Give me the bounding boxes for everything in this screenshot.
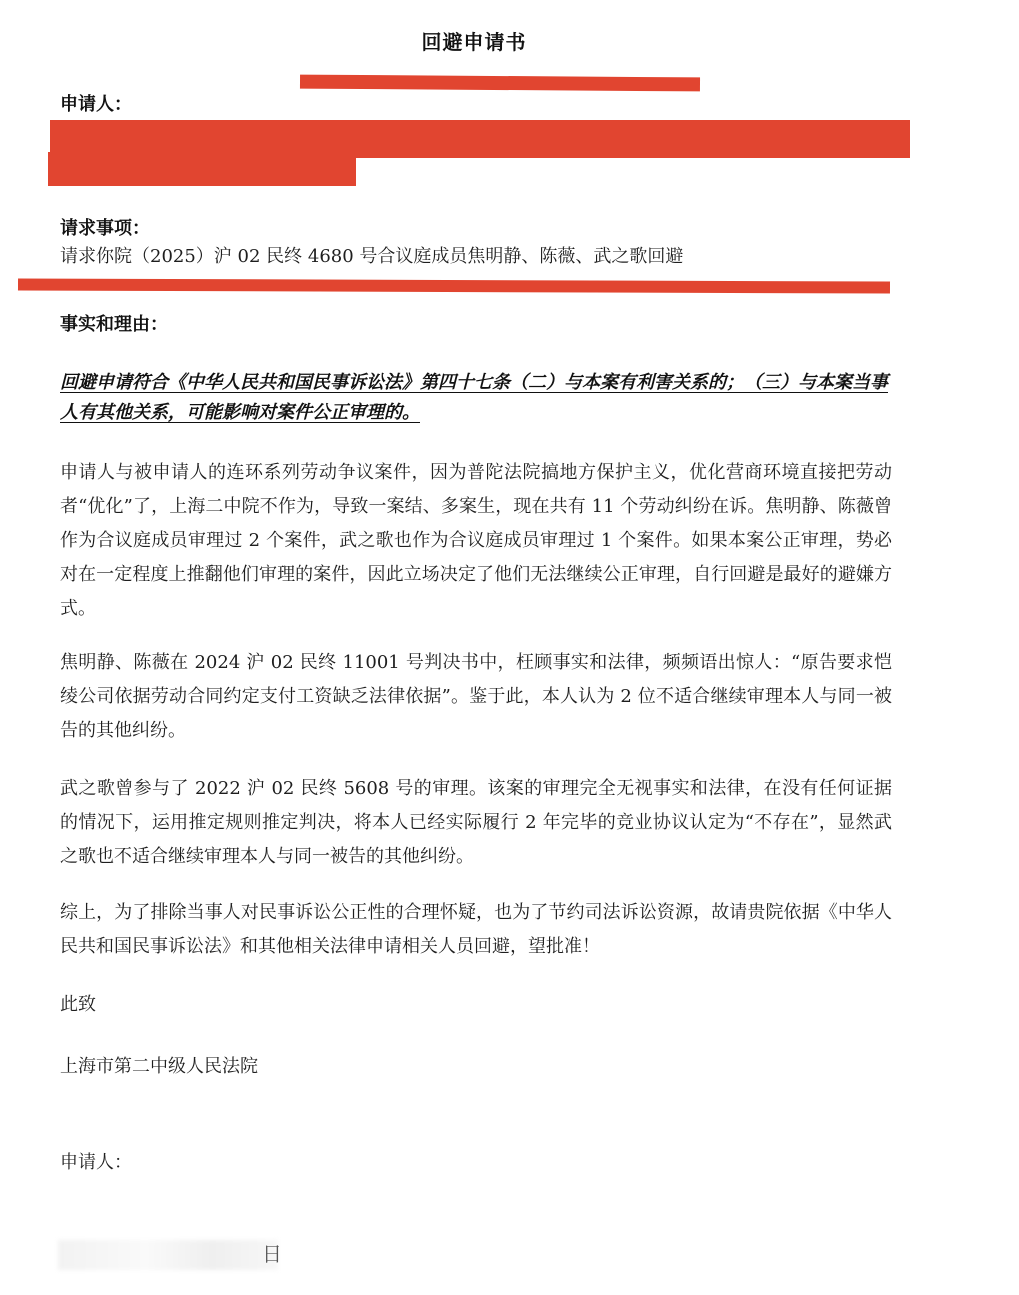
paragraph-1: 申请人与被申请人的连环系列劳动争议案件，因为普陀法院搞地方保护主义，优化营商环境直接把劳动者“优化”了，上海二中院不作为，导致一案结、多案生，现在共有 11 个劳动纠纷在诉。焦明静、陈薇曾作为合议庭成员审理过 2 个案件，武之歌也作为合议庭成员审理过 1 个案件。如果本案公正审理，势必对在一定程度上推翻他们审理的案件，因此立场决定了他们无法继续公正审理，自行回避是最好的避嫌方式。 xyxy=(60,462,892,619)
signature-label: 申请人： xyxy=(60,1152,132,1173)
closing-text: 此致 xyxy=(60,994,96,1015)
redaction-bar-title xyxy=(300,75,700,92)
redaction-bar-request xyxy=(18,278,890,293)
court-name: 上海市第二中级人民法院 xyxy=(60,1056,258,1077)
facts-label: 事实和理由： xyxy=(60,314,168,335)
document-title: 回避申请书 xyxy=(421,30,527,54)
blurred-date-area xyxy=(58,1240,278,1270)
paragraph-2: 焦明静、陈薇在 2024 沪 02 民终 11001 号判决书中，枉顾事实和法律，频频语出惊人：“原告要求恺绫公司依据劳动合同约定支付工资缺乏法律依据”。鉴于此，本人认为 2 位不适合继续审理本人与同一被告的其他纠纷。 xyxy=(60,652,892,741)
redaction-block-applicant-2 xyxy=(48,152,356,186)
request-label: 请求事项： xyxy=(60,218,150,239)
paragraph-4: 综上，为了排除当事人对民事诉讼公正性的合理怀疑，也为了节约司法诉讼资源，故请贵院依据《中华人民共和国民事诉讼法》和其他相关法律申请相关人员回避，望批准！ xyxy=(60,902,892,957)
paragraph-3: 武之歌曾参与了 2022 沪 02 民终 5608 号的审理。该案的审理完全无视事实和法律，在没有任何证据的情况下，运用推定规则推定判决，将本人已经实际履行 2 年完毕的竞业协议认定为“不存在”，显然武之歌也不适合继续审理本人与同一被告的其他纠纷。 xyxy=(60,778,892,867)
date-suffix: 日 xyxy=(262,1242,282,1266)
applicant-label: 申请人： xyxy=(60,94,132,115)
legal-basis: 回避申请符合《中华人民共和国民事诉讼法》第四十七条（二）与本案有利害关系的；（三）与本案当事人有其他关系，可能影响对案件公正审理的。 xyxy=(60,372,888,423)
request-text: 请求你院（2025）沪 02 民终 4680 号合议庭成员焦明静、陈薇、武之歌回避 xyxy=(60,246,684,267)
